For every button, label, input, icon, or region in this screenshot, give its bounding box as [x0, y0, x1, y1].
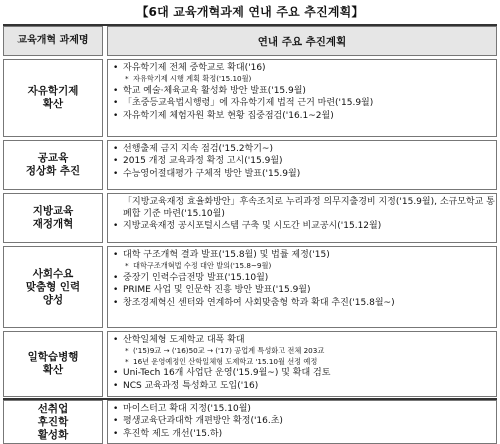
plan-cell — [107, 59, 497, 137]
plan-item: • 학교 예술·체육교육 활성화 방안 발표('15.9월) — [113, 85, 496, 97]
plan-item: • 수능영어절대평가 구체적 방안 발표('15.9월) — [113, 168, 496, 180]
table-row — [3, 246, 497, 328]
header-task-name — [3, 26, 103, 56]
task-name-line: 맞춤형 인력 — [25, 280, 81, 293]
plan-subitem: * 16년 운영예정인 산학일체형 도제학교 '15.10월 선정 예정 — [113, 357, 496, 367]
table-row — [3, 331, 497, 397]
plan-item: • 자유학기제 전체 중학교로 확대('16) — [113, 62, 496, 74]
plan-cell — [107, 193, 497, 243]
task-name-cell — [3, 193, 103, 243]
table-body — [3, 59, 497, 444]
plan-cell — [107, 246, 497, 328]
plan-cell — [107, 400, 497, 444]
plan-item: • 창조경제혁신 센터와 연계하여 사회맞춤형 학과 확대 추진('15.8월~) — [113, 297, 496, 309]
task-name-line: 사회수요 — [32, 267, 74, 280]
plan-item: • 선행출제 금지 지속 점검('15.2학기~) — [113, 143, 496, 155]
header-plan: 연내 주요 추진계획 — [107, 26, 497, 56]
plan-item: • Uni-Tech 16개 사업단 운영('15.9월~) 및 확대 검토 — [113, 367, 496, 379]
task-name-line: 자유학기제 — [27, 85, 79, 97]
task-name-line: 재정개혁 — [32, 218, 74, 230]
task-name-line: 양성 — [42, 293, 64, 306]
plan-item: • 산학일체형 도제학교 대폭 확대 — [113, 334, 496, 346]
plan-item: • 자유학기제 체험자원 확보 현황 집중점검('16.1~2월) — [113, 110, 496, 122]
task-name-line: 활성화 — [37, 428, 69, 441]
task-name-line: 공교육 — [37, 152, 69, 164]
plan-item: • 중장기 인력수급전망 발표('15.10월) — [113, 272, 496, 284]
task-name-line: 정상화 추진 — [25, 165, 81, 177]
table-row — [3, 59, 497, 137]
plan-subitem: * 대학구조개혁법 수정 대안 발의('15.8~9월) — [113, 261, 496, 271]
task-name-cell — [3, 331, 103, 397]
page-title: 【6대 교육개혁과제 연내 주요 추진계획】 — [136, 5, 364, 19]
task-name-line: 확산 — [42, 364, 64, 376]
table-row — [3, 193, 497, 243]
plan-item: • 「지방교육재정 효율화방안」후속조치로 누리과정 의무지출경비 지정('15.9월), 소규모학교 통폐합 기준 마련('15.10월) — [113, 196, 496, 220]
plan-item: • 2015 개정 교육과정 확정 고시('15.9월) — [113, 155, 496, 167]
plan-item: • 마이스터고 확대 지정('15.10월) — [113, 403, 496, 415]
task-name-line: 지방교육 — [32, 205, 74, 217]
plan-item: • 평생교육단과대학 개편방안 확정('16.초) — [113, 415, 496, 427]
task-name-cell — [3, 246, 103, 328]
task-name-line: 확산 — [42, 98, 64, 110]
task-name-line: 선취업 — [37, 402, 69, 415]
task-name-line: 후진학 — [37, 415, 69, 428]
task-name-cell — [3, 140, 103, 190]
table-header — [3, 26, 497, 56]
plan-item: • 「초중등교육법시행령」에 자유학기제 법적 근거 마련('15.9월) — [113, 97, 496, 109]
task-name-cell — [3, 400, 103, 444]
task-name-cell — [3, 59, 103, 137]
plan-cell — [107, 140, 497, 190]
header-task-name-line1: 교육개혁 — [17, 35, 57, 46]
plan-item: • NCS 교육과정 특성화고 도입('16) — [113, 380, 496, 392]
plan-item: • 지방교육재정 공시포털시스템 구축 및 시도간 비교공시('15.12월) — [113, 220, 496, 232]
plan-subitem: * ('15)9교 → ('16)50교 → ('17) 공업계 특성화고 전체 203교 — [113, 346, 496, 356]
table-row — [3, 140, 497, 190]
task-name-line: 일학습병행 — [27, 351, 79, 363]
plan-item: • PRIME 사업 및 인문학 진흥 방안 발표('15.9월) — [113, 284, 496, 296]
table-row — [3, 400, 497, 444]
plan-item: • 후진학 제도 개선('15.하) — [113, 428, 496, 440]
header-task-name-line2: 과제명 — [59, 35, 89, 46]
plan-table — [3, 24, 497, 441]
plan-item: • 대학 구조개혁 결과 발표('15.8월) 및 법률 제정('15) — [113, 249, 496, 261]
plan-cell — [107, 331, 497, 397]
plan-subitem: * 자유학기제 시행 계획 확정('15.10월) — [113, 74, 496, 84]
